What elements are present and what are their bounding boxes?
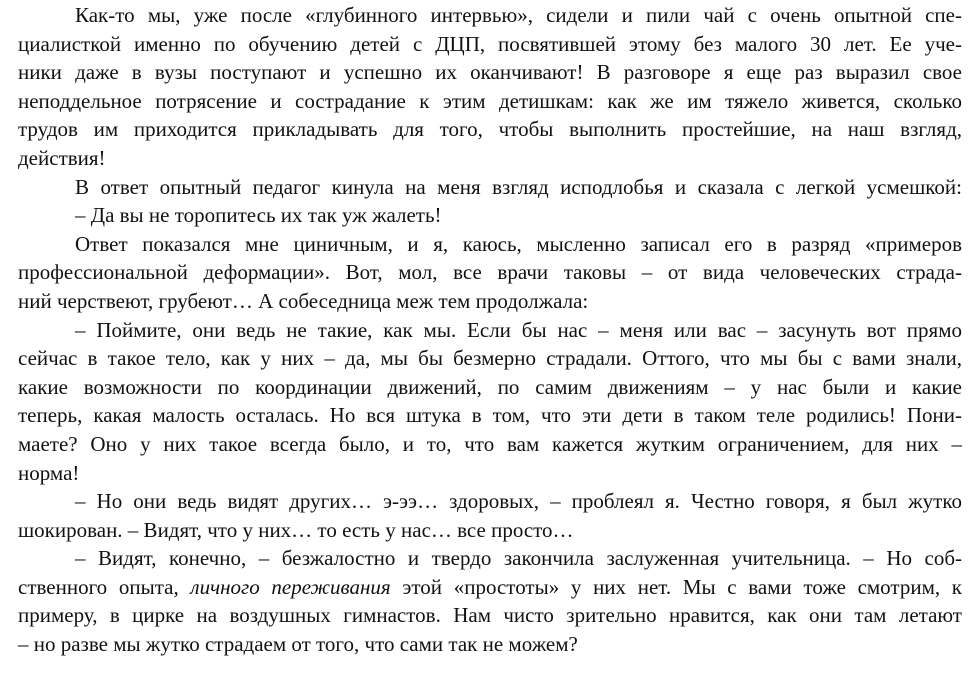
text-line-with-emphasis bbox=[18, 573, 962, 602]
text-line: – но разве мы жутко страдаем от того, что сами так не можем? bbox=[18, 632, 578, 657]
text-line: шокирован. – Видят, что у них… то есть у нас… все просто… bbox=[18, 517, 574, 542]
paragraph-5 bbox=[18, 316, 962, 488]
text-line: маете? Оно у них такое всегда было, и то, что вам кажется жутким ограничением, для них – bbox=[18, 431, 962, 456]
text-line: Ответ показался мне циничным, и я, каюсь, мысленно записал его в разряд «примеров bbox=[75, 231, 962, 256]
text-line: – Да вы не торопитесь их так уж жалеть! bbox=[75, 203, 442, 228]
text-line: теперь, какая малость осталась. Но вся штука в том, что эти дети в таком теле родились! Пони- bbox=[18, 403, 962, 428]
text-line: Как-то мы, уже после «глубинного интервью», сидели и пили чай с очень опытной спе- bbox=[75, 3, 962, 27]
text-line: циалисткой именно по обучению детей с ДЦП, посвятившей этому без малого 30 лет. Ее уче- bbox=[18, 31, 962, 56]
paragraph-2 bbox=[18, 173, 962, 202]
text-line: – Но они ведь видят других… э-ээ… здоровых, – проблеял я. Честно говоря, я был жутко bbox=[75, 489, 962, 514]
paragraph-3 bbox=[18, 201, 962, 230]
paragraph-7 bbox=[18, 544, 962, 658]
paragraph-4 bbox=[18, 230, 962, 316]
text-line: ний черствеют, грубеют… А собеседница меж тем продолжала: bbox=[18, 288, 589, 313]
text-line: норма! bbox=[18, 460, 80, 485]
text-line: примеру, в цирке на воздушных гимнастов. Нам чисто зрительно нравится, как они там летают bbox=[18, 603, 962, 628]
text-line: – Поймите, они ведь не такие, как мы. Если бы нас – меня или вас – засунуть вот прямо bbox=[75, 317, 962, 342]
text-line: профессиональной деформации». Вот, мол, все врачи таковы – от вида человеческих страда- bbox=[18, 260, 962, 285]
text-line: – Видят, конечно, – безжалостно и твердо закончила заслуженная учительница. – Но соб- bbox=[75, 546, 962, 571]
text-fragment: ственного опыта, bbox=[18, 574, 191, 599]
paragraph-6 bbox=[18, 487, 962, 544]
text-line: В ответ опытный педагог кинула на меня взгляд исподлобья и сказала с легкой усмешкой: bbox=[75, 174, 962, 199]
text-fragment: этой «простоты» у них нет. Мы с вами тоже смотрим, к bbox=[390, 574, 963, 599]
paragraph-1 bbox=[18, 1, 962, 173]
text-line: ники даже в вузы поступают и успешно их оканчивают! В разговоре я еще раз выразил свое bbox=[18, 60, 962, 85]
text-line: трудов им приходится прикладывать для того, чтобы выполнить простейшие, на наш взгляд, bbox=[18, 117, 962, 142]
page-text bbox=[18, 1, 962, 659]
text-line: неподдельное потрясение и сострадание к этим детишкам: как же им тяжело живется, сколько bbox=[18, 88, 962, 113]
text-line: действия! bbox=[18, 145, 106, 170]
emphasized-text: личного переживания bbox=[190, 574, 391, 599]
text-line: какие возможности по координации движений, по самим движениям – у нас были и какие bbox=[18, 374, 962, 399]
text-line: сейчас в такое тело, как у них – да, мы бы безмерно страдали. Оттого, что мы бы с вами знали, bbox=[18, 346, 962, 371]
